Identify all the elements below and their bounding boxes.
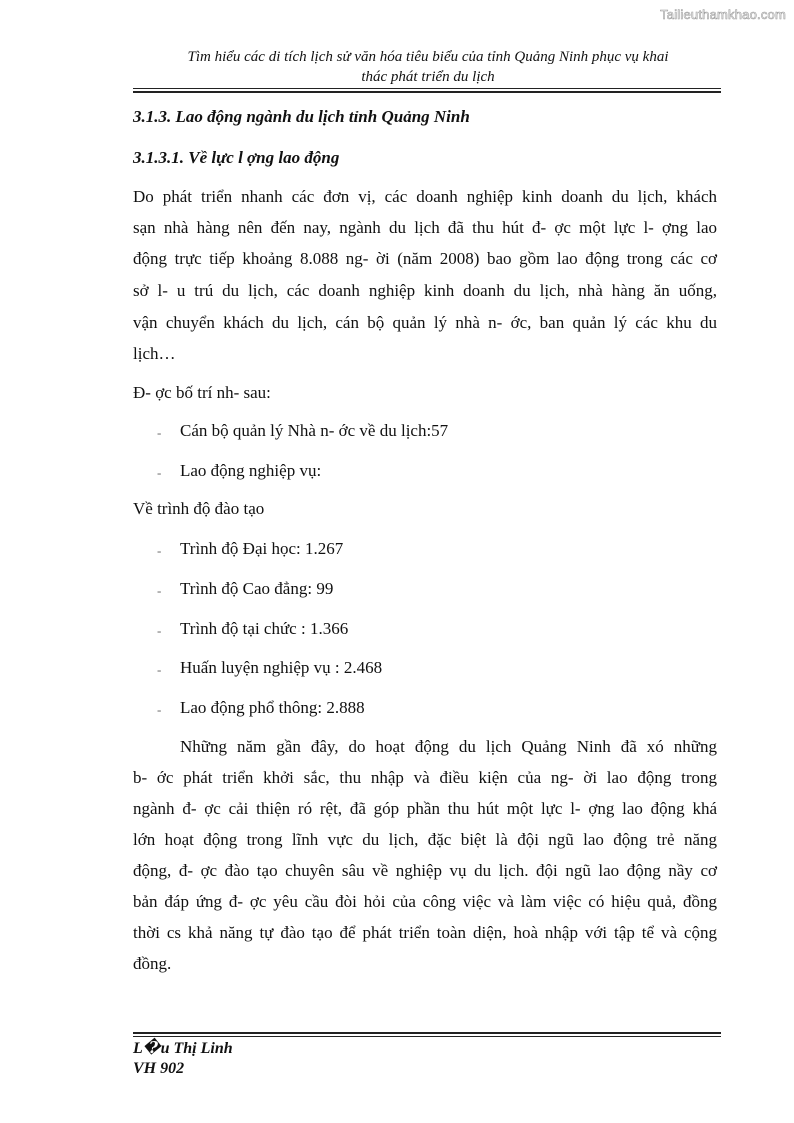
header-rule-thin	[133, 88, 721, 89]
subsection-heading: 3.1.3.1. Về lực l ợng lao động	[133, 148, 340, 167]
paragraph2-line: Những năm gần đây, do hoạt động du lịch Quảng Ninh đã xó những	[180, 737, 717, 756]
paragraph1-line: sạn nhà hàng nên đến nay, ngành du lịch đã thu hút đ- ợc một lực l- ợng lao	[133, 218, 717, 237]
bullet-dash: -	[157, 465, 162, 480]
bullet-dash: -	[157, 583, 162, 598]
bullet-dash: -	[157, 425, 162, 440]
bullet-dash: -	[157, 543, 162, 558]
header-rule-thick	[133, 91, 721, 93]
running-header	[133, 47, 723, 87]
bullet-item: Huấn luyện nghiệp vụ : 2.468	[180, 658, 383, 677]
bullet-dash: -	[157, 623, 162, 638]
footer-author: L�u Thị Linh	[133, 1040, 233, 1057]
paragraph1-line: vận chuyển khách du lịch, cán bộ quản lý nhà n- ớc, ban quản lý các khu du	[133, 313, 717, 332]
bullet-item: Trình độ Đại học: 1.267	[180, 539, 344, 558]
training-intro: Về trình độ đào tạo	[133, 499, 265, 518]
bullet-item: Trình độ Cao đẳng: 99	[180, 579, 334, 598]
bullet-item: Trình độ tại chức : 1.366	[180, 619, 349, 638]
bullet-dash: -	[157, 702, 162, 717]
arrangement-intro: Đ- ợc bố trí nh- sau:	[133, 383, 271, 402]
watermark: Tailieuthamkhao.com	[660, 7, 786, 22]
bullet-dash: -	[157, 662, 162, 677]
bullet-item: Lao động phổ thông: 2.888	[180, 698, 365, 717]
paragraph2-line: thời cs khả năng tự đào tạo để phát triển toàn diện, hoà nhập với tập tể và cộng	[133, 923, 717, 942]
paragraph2-line: lớn hoạt động trong lĩnh vực du lịch, đặc biệt là đội ngũ lao động trẻ năng	[133, 830, 717, 849]
paragraph1-line: động trực tiếp khoảng 8.088 ng- ời (năm 2008) bao gồm lao động trong các cơ	[133, 249, 717, 268]
footer-rule-thick	[133, 1032, 721, 1034]
section-heading: 3.1.3. Lao động ngành du lịch tỉnh Quảng Ninh	[133, 107, 470, 126]
paragraph2-line: đồng.	[133, 954, 172, 973]
paragraph1-line: Do phát triển nhanh các đơn vị, các doanh nghiệp kinh doanh du lịch, khách	[133, 187, 717, 206]
paragraph2-line: ngành đ- ợc cải thiện ró rệt, đã góp phần thu hút một lực l- ợng lao động khá	[133, 799, 717, 818]
paragraph2-line: b- ớc phát triển khởi sắc, thu nhập và điều kiện của ng- ời lao động trong	[133, 768, 717, 787]
bullet-item: Cán bộ quản lý Nhà n- ớc về du lịch:57	[180, 421, 449, 440]
paragraph2-line: động, đ- ợc đào tạo chuyên sâu về nghiệp vụ du lịch. đội ngũ lao động nầy cơ	[133, 861, 717, 880]
header-title-line1: Tìm hiểu các di tích lịch sử văn hóa tiêu biểu của tỉnh Quảng Ninh phục vụ khai	[187, 49, 669, 65]
paragraph1-line: sở l- u trú du lịch, các doanh nghiệp kinh doanh du lịch, nhà hàng ăn uống,	[133, 281, 717, 300]
footer-rule-thin	[133, 1036, 721, 1037]
footer-class-code: VH 902	[133, 1060, 185, 1077]
paragraph1-line: lịch…	[133, 344, 176, 363]
bullet-item: Lao động nghiệp vụ:	[180, 461, 322, 480]
paragraph2-line: bản đáp ứng đ- ợc yêu cầu đòi hỏi của công việc và làm việc có hiệu quả, đồng	[133, 892, 717, 911]
header-title-line2: thác phát triển du lịch	[361, 69, 495, 85]
